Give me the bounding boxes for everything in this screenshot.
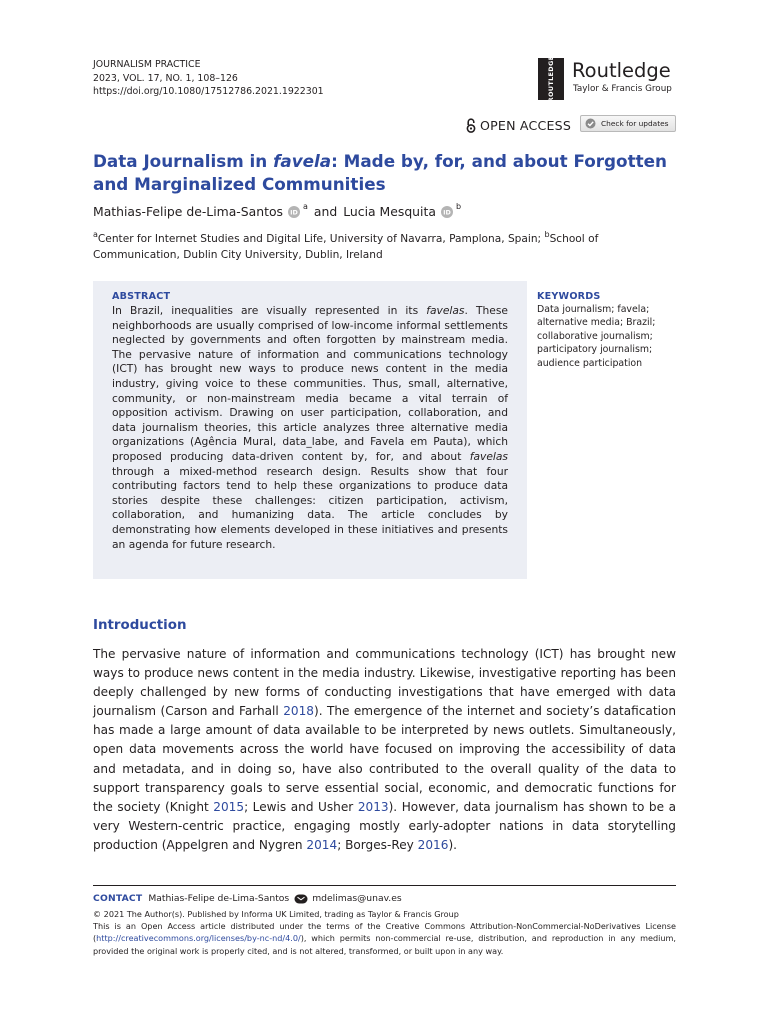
contact-email[interactable]: mdelimas@unav.es [312, 893, 402, 904]
contact-line [93, 892, 402, 905]
orcid-icon[interactable] [288, 206, 300, 218]
svg-text:iD: iD [443, 207, 451, 216]
keywords-section [537, 291, 687, 370]
author-1[interactable]: Mathias-Felipe de-Lima-Santos [93, 204, 283, 219]
citation-link[interactable]: 2018 [283, 704, 314, 719]
keywords-text: Data journalism; favela; alternative media; Brazil; collaborative journalism; participatory journalism; audience participation [537, 304, 656, 369]
citation-link[interactable]: 2013 [357, 799, 389, 814]
journal-info [93, 58, 324, 99]
license-notice [93, 908, 676, 957]
crossmark-icon [585, 118, 596, 129]
copyright-line: © 2021 The Author(s). Published by Informa UK Limited, trading as Taylor & Francis Group [93, 909, 459, 919]
check-for-updates-label: Check for updates [601, 119, 669, 128]
open-access-badge [466, 116, 571, 134]
contact-name: Mathias-Felipe de-Lima-Santos [148, 893, 290, 904]
doi-link[interactable]: https://doi.org/10.1080/17512786.2021.1922301 [93, 86, 324, 98]
svg-text:iD: iD [290, 207, 298, 216]
keywords-heading: KEYWORDS [537, 291, 601, 302]
abstract-text: In Brazil, inequalities are visually represented in its favelas. These neighborhoods are usually comprised of low-income informal settlements neglected by governments and often forgotten by mainstream media. The pervasive nature of information and communications technology (ICT) has brought new ways to produce news content in the media industry, giving voice to these communities. Thus, small, alternative, community, or non-mainstream media became a vital terrain of opposition activism. Drawing on user participation, collaboration, and data journalism theories, this article analyzes three alternative media organizations (Agência Mural, data_labe, and Favela em Pauta), which proposed producing data-driven content by, for, and about favelas through a mixed-method research design. Results show that four contributing factors tend to help these organizations to produce data stories despite these challenges: citizen participation, activism, collaboration, and humanizing data. The article concludes by demonstrating how elements developed in these initiatives and presents an agenda for future research. [112, 304, 508, 551]
publisher-name: Routledge [572, 59, 671, 82]
open-lock-icon [466, 118, 476, 133]
author-list [93, 203, 461, 220]
introduction-paragraph: The pervasive nature of information and communications technology (ICT) has brought new ways to produce news content in the media industry. Likewise, investigative reporting has been deeply challenged by new forms of conducting investigations that have emerged with data journalism (Carson and Farhall 2018). The emergence of the internet and society’s datafication has made a large amount of data available to be interpreted by news outlets. Simultaneously, open data movements across the world have focused on improving the accessibility of data and metadata, and in doing so, have also contributed to the overall quality of the data to support transparency goals to serve essential social, economic, and democratic functions for the society (Knight 2015; Lewis and Usher 2013). However, data journalism has shown to be a very Western-centric practice, engaging mostly early-adopter nations in data storytelling production (Appelgren and Nygren 2014; Borges-Rey 2016). [93, 647, 677, 852]
article-title: Data Journalism in favela: Made by, for, and about Forgotten and Marginalized Communities [93, 151, 667, 194]
footer-divider [93, 885, 676, 886]
email-icon [294, 894, 308, 904]
author-conjunction: and [313, 204, 338, 219]
abstract-heading: ABSTRACT [112, 291, 171, 302]
badge-text: ROUTLEDGE [547, 55, 555, 103]
license-text: This is an Open Access article distributed under the terms of the Creative Commons Attribution-NonCommercial-NoDerivatives License (http://creativecommons.org/licenses/by-nc-nd/4.0/), which permits non-commercial re-use, distribution, and reproduction in any medium, provided the original work is properly cited, and is not altered, transformed, or built upon in any way. [93, 921, 676, 956]
abstract-box [93, 281, 527, 579]
author-1-affil-marker: a [303, 202, 308, 211]
journal-name: JOURNALISM PRACTICE [93, 59, 201, 70]
affiliations: $^a$Center for Internet Studies and Digital Life, University of Navarra, Pamplona, Spain; $^b$School of Communication, Dublin City University, Dublin, Ireland [93, 230, 599, 261]
publisher-group: Taylor & Francis Group [573, 84, 672, 94]
open-access-label: OPEN ACCESS [480, 117, 572, 133]
author-2[interactable]: Lucia Mesquita [343, 204, 436, 219]
license-link[interactable]: http://creativecommons.org/licenses/by-nc-nd/4.0/ [96, 933, 301, 944]
section-heading-introduction: Introduction [93, 618, 187, 633]
citation-link[interactable]: 2015 [213, 799, 245, 814]
orcid-icon[interactable] [441, 206, 453, 218]
author-2-affil-marker: b [455, 202, 462, 211]
contact-label: CONTACT [93, 893, 143, 904]
check-for-updates-button[interactable] [580, 115, 676, 132]
citation-link[interactable]: 2014 [306, 837, 338, 852]
journal-citation: 2023, VOL. 17, NO. 1, 108–126 [93, 72, 238, 84]
routledge-badge-icon [538, 55, 564, 103]
publisher-logo [538, 55, 678, 103]
citation-link[interactable]: 2016 [417, 837, 449, 852]
